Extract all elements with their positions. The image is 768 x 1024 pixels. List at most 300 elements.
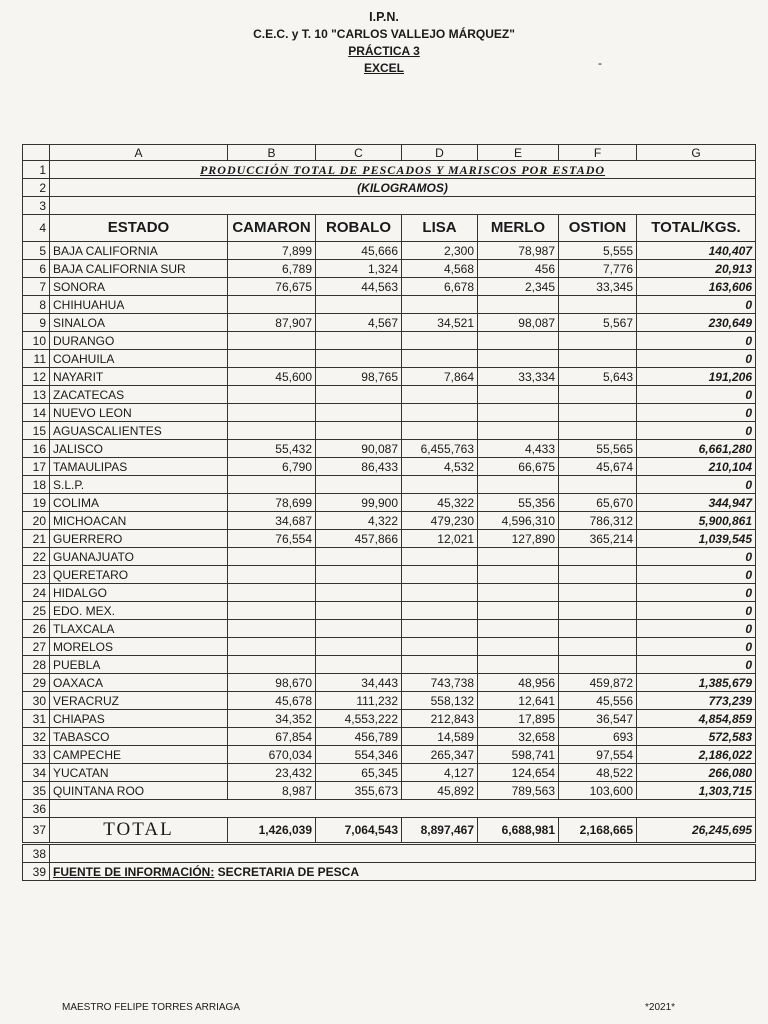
table-row	[23, 332, 756, 350]
cell-total: 2,186,022	[637, 746, 756, 764]
institution-title: I.P.N.	[369, 10, 399, 24]
total-merlo: 6,688,981	[478, 818, 559, 844]
cell-lisa: 743,738	[402, 674, 478, 692]
cell-ostion	[559, 602, 637, 620]
row-number: 33	[23, 746, 50, 764]
cell-camaron: 6,790	[228, 458, 316, 476]
cell-ostion: 5,567	[559, 314, 637, 332]
practice-number: PRÁCTICA 3	[348, 44, 420, 58]
cell-merlo: 17,895	[478, 710, 559, 728]
cell-estado: S.L.P.	[50, 476, 228, 494]
table-row	[23, 530, 756, 548]
cell-lisa: 14,589	[402, 728, 478, 746]
column-letter: C	[316, 145, 402, 161]
row-number: 20	[23, 512, 50, 530]
cell-total: 1,303,715	[637, 782, 756, 800]
cell-ostion: 48,522	[559, 764, 637, 782]
cell-ostion: 693	[559, 728, 637, 746]
cell-total: 0	[637, 350, 756, 368]
row-number: 26	[23, 620, 50, 638]
cell-estado: SINALOA	[50, 314, 228, 332]
cell-robalo: 65,345	[316, 764, 402, 782]
row-number: 2	[23, 179, 50, 197]
row-number: 18	[23, 476, 50, 494]
cell-ostion: 5,643	[559, 368, 637, 386]
cell-lisa: 12,021	[402, 530, 478, 548]
total-robalo: 7,064,543	[316, 818, 402, 844]
row-number: 27	[23, 638, 50, 656]
column-letter: G	[637, 145, 756, 161]
cell-merlo	[478, 638, 559, 656]
cell-estado: TLAXCALA	[50, 620, 228, 638]
cell-merlo: 789,563	[478, 782, 559, 800]
cell-robalo	[316, 566, 402, 584]
cell-merlo	[478, 296, 559, 314]
cell-estado: TAMAULIPAS	[50, 458, 228, 476]
cell-lisa	[402, 620, 478, 638]
cell-camaron	[228, 476, 316, 494]
cell-robalo	[316, 602, 402, 620]
cell-estado: EDO. MEX.	[50, 602, 228, 620]
row-number: 13	[23, 386, 50, 404]
cell-merlo	[478, 548, 559, 566]
cell-camaron: 76,675	[228, 278, 316, 296]
cell-estado: JALISCO	[50, 440, 228, 458]
source-row	[23, 863, 756, 881]
cell-camaron	[228, 350, 316, 368]
cell-estado: GUERRERO	[50, 530, 228, 548]
cell-estado: TABASCO	[50, 728, 228, 746]
subtitle-row	[23, 179, 756, 197]
table-row	[23, 512, 756, 530]
row-number: 11	[23, 350, 50, 368]
row-number: 23	[23, 566, 50, 584]
cell-estado: QUERETARO	[50, 566, 228, 584]
cell-merlo: 456	[478, 260, 559, 278]
table-row	[23, 494, 756, 512]
cell-camaron	[228, 548, 316, 566]
header-total: TOTAL/KGS.	[637, 215, 756, 242]
cell-estado: YUCATAN	[50, 764, 228, 782]
cell-robalo: 457,866	[316, 530, 402, 548]
row-number: 5	[23, 242, 50, 260]
cell-total: 4,854,859	[637, 710, 756, 728]
table-row	[23, 278, 756, 296]
cell-camaron: 76,554	[228, 530, 316, 548]
cell-estado: VERACRUZ	[50, 692, 228, 710]
cell-lisa: 4,568	[402, 260, 478, 278]
cell-camaron: 55,432	[228, 440, 316, 458]
cell-camaron	[228, 638, 316, 656]
cell-lisa	[402, 404, 478, 422]
row-number: 12	[23, 368, 50, 386]
cell-lisa: 212,843	[402, 710, 478, 728]
cell-total: 163,606	[637, 278, 756, 296]
source-note	[50, 863, 756, 881]
cell-merlo: 4,433	[478, 440, 559, 458]
row-number: 21	[23, 530, 50, 548]
cell-lisa: 45,892	[402, 782, 478, 800]
cell-robalo: 4,553,222	[316, 710, 402, 728]
cell-estado: COAHUILA	[50, 350, 228, 368]
cell-ostion: 65,670	[559, 494, 637, 512]
row-number: 37	[23, 818, 50, 844]
cell-robalo: 44,563	[316, 278, 402, 296]
cell-lisa	[402, 386, 478, 404]
cell-estado: PUEBLA	[50, 656, 228, 674]
cell-robalo	[316, 422, 402, 440]
cell-estado: NUEVO LEON	[50, 404, 228, 422]
cell-estado: CHIAPAS	[50, 710, 228, 728]
cell-ostion	[559, 638, 637, 656]
cell-lisa: 4,532	[402, 458, 478, 476]
cell-robalo: 99,900	[316, 494, 402, 512]
cell-camaron: 87,907	[228, 314, 316, 332]
header-robalo: ROBALO	[316, 215, 402, 242]
cell-ostion	[559, 404, 637, 422]
cell-ostion: 365,214	[559, 530, 637, 548]
cell-robalo	[316, 404, 402, 422]
column-letter: D	[402, 145, 478, 161]
row-number: 25	[23, 602, 50, 620]
column-letter: E	[478, 145, 559, 161]
cell-total: 191,206	[637, 368, 756, 386]
cell-robalo	[316, 386, 402, 404]
cell-merlo	[478, 620, 559, 638]
cell-camaron	[228, 404, 316, 422]
row-number: 14	[23, 404, 50, 422]
table-row	[23, 476, 756, 494]
header-row	[23, 215, 756, 242]
cell-merlo	[478, 422, 559, 440]
cell-robalo: 1,324	[316, 260, 402, 278]
row-number: 19	[23, 494, 50, 512]
row-number: 30	[23, 692, 50, 710]
cell-camaron: 670,034	[228, 746, 316, 764]
cell-ostion: 45,556	[559, 692, 637, 710]
cell-camaron	[228, 656, 316, 674]
cell-robalo: 90,087	[316, 440, 402, 458]
corner-cell	[23, 145, 50, 161]
table-row	[23, 458, 756, 476]
sheet-title: PRODUCCIÓN TOTAL DE PESCADOS Y MARISCOS POR ESTADO	[50, 161, 756, 179]
cell-estado: BAJA CALIFORNIA SUR	[50, 260, 228, 278]
cell-lisa	[402, 638, 478, 656]
cell-total: 773,239	[637, 692, 756, 710]
cell-camaron	[228, 386, 316, 404]
cell-robalo	[316, 584, 402, 602]
row-number: 32	[23, 728, 50, 746]
table-row	[23, 296, 756, 314]
cell-ostion: 33,345	[559, 278, 637, 296]
row-number: 15	[23, 422, 50, 440]
cell-camaron	[228, 602, 316, 620]
cell-estado: DURANGO	[50, 332, 228, 350]
cell-robalo: 456,789	[316, 728, 402, 746]
title-row	[23, 161, 756, 179]
cell-robalo: 4,567	[316, 314, 402, 332]
totals-label: TOTAL	[50, 818, 228, 844]
cell-ostion: 459,872	[559, 674, 637, 692]
cell-lisa: 4,127	[402, 764, 478, 782]
cell-robalo: 45,666	[316, 242, 402, 260]
cell-merlo	[478, 602, 559, 620]
table-row	[23, 674, 756, 692]
cell-ostion	[559, 476, 637, 494]
cell-merlo: 127,890	[478, 530, 559, 548]
cell-camaron	[228, 566, 316, 584]
cell-camaron: 78,699	[228, 494, 316, 512]
row-number: 39	[23, 863, 50, 881]
column-letter: A	[50, 145, 228, 161]
cell-camaron: 8,987	[228, 782, 316, 800]
cell-lisa: 479,230	[402, 512, 478, 530]
cell-total: 0	[637, 404, 756, 422]
header-ostion: OSTION	[559, 215, 637, 242]
cell-ostion: 55,565	[559, 440, 637, 458]
cell-total: 0	[637, 386, 756, 404]
cell-lisa	[402, 332, 478, 350]
cell-total: 0	[637, 638, 756, 656]
cell-ostion	[559, 566, 637, 584]
row-number: 31	[23, 710, 50, 728]
cell-estado: NAYARIT	[50, 368, 228, 386]
cell-ostion	[559, 296, 637, 314]
cell-lisa	[402, 566, 478, 584]
sheet-subtitle: (KILOGRAMOS)	[50, 179, 756, 197]
table-row	[23, 440, 756, 458]
cell-ostion: 103,600	[559, 782, 637, 800]
cell-robalo	[316, 296, 402, 314]
cell-lisa	[402, 422, 478, 440]
cell-lisa: 265,347	[402, 746, 478, 764]
subject-name: EXCEL	[363, 61, 404, 75]
cell-merlo	[478, 476, 559, 494]
cell-robalo: 86,433	[316, 458, 402, 476]
cell-lisa	[402, 296, 478, 314]
cell-merlo: 12,641	[478, 692, 559, 710]
cell-total: 140,407	[637, 242, 756, 260]
table-row	[23, 782, 756, 800]
grand-total: 26,245,695	[637, 818, 756, 844]
row-number: 4	[23, 215, 50, 242]
cell-ostion	[559, 548, 637, 566]
cell-ostion	[559, 656, 637, 674]
cell-total: 230,649	[637, 314, 756, 332]
table-row	[23, 368, 756, 386]
cell-merlo: 32,658	[478, 728, 559, 746]
cell-merlo: 124,654	[478, 764, 559, 782]
cell-estado: GUANAJUATO	[50, 548, 228, 566]
cell-estado: HIDALGO	[50, 584, 228, 602]
table-row	[23, 764, 756, 782]
cell-merlo: 55,356	[478, 494, 559, 512]
cell-total: 0	[637, 332, 756, 350]
cell-total: 0	[637, 620, 756, 638]
cell-robalo	[316, 620, 402, 638]
cell-lisa	[402, 656, 478, 674]
table-row	[23, 260, 756, 278]
table-row	[23, 656, 756, 674]
cell-estado: MORELOS	[50, 638, 228, 656]
table-row	[23, 638, 756, 656]
header-lisa: LISA	[402, 215, 478, 242]
table-row	[23, 746, 756, 764]
cell-lisa: 7,864	[402, 368, 478, 386]
stray-mark: -	[598, 56, 602, 70]
row-number: 8	[23, 296, 50, 314]
blank-row	[23, 800, 756, 818]
table-row	[23, 584, 756, 602]
row-number: 1	[23, 161, 50, 179]
cell-robalo	[316, 350, 402, 368]
cell-lisa: 6,455,763	[402, 440, 478, 458]
cell-robalo: 111,232	[316, 692, 402, 710]
column-letter: B	[228, 145, 316, 161]
cell-camaron	[228, 296, 316, 314]
cell-estado: SONORA	[50, 278, 228, 296]
cell-total: 5,900,861	[637, 512, 756, 530]
cell-robalo: 34,443	[316, 674, 402, 692]
cell-total: 0	[637, 548, 756, 566]
cell-ostion: 97,554	[559, 746, 637, 764]
cell-total: 0	[637, 584, 756, 602]
cell-lisa: 558,132	[402, 692, 478, 710]
row-number: 38	[23, 844, 50, 863]
cell-merlo: 78,987	[478, 242, 559, 260]
cell-robalo: 355,673	[316, 782, 402, 800]
cell-total: 20,913	[637, 260, 756, 278]
cell-lisa: 45,322	[402, 494, 478, 512]
table-row	[23, 692, 756, 710]
cell-total: 0	[637, 566, 756, 584]
cell-merlo	[478, 656, 559, 674]
header-merlo: MERLO	[478, 215, 559, 242]
cell-lisa: 2,300	[402, 242, 478, 260]
table-row	[23, 404, 756, 422]
cell-total: 1,039,545	[637, 530, 756, 548]
cell-ostion	[559, 332, 637, 350]
total-lisa: 8,897,467	[402, 818, 478, 844]
cell-ostion	[559, 584, 637, 602]
row-number: 17	[23, 458, 50, 476]
cell-robalo	[316, 638, 402, 656]
school-name: C.E.C. y T. 10 "CARLOS VALLEJO MÁRQUEZ"	[253, 27, 515, 41]
row-number: 3	[23, 197, 50, 215]
cell-camaron	[228, 584, 316, 602]
cell-merlo: 2,345	[478, 278, 559, 296]
cell-merlo: 598,741	[478, 746, 559, 764]
cell-lisa	[402, 548, 478, 566]
blank-cell	[50, 197, 756, 215]
cell-ostion	[559, 620, 637, 638]
cell-robalo	[316, 656, 402, 674]
header-camaron: CAMARON	[228, 215, 316, 242]
cell-ostion	[559, 350, 637, 368]
row-number: 35	[23, 782, 50, 800]
cell-merlo: 66,675	[478, 458, 559, 476]
cell-lisa	[402, 602, 478, 620]
author-name: MAESTRO FELIPE TORRES ARRIAGA	[62, 1002, 241, 1013]
cell-lisa	[402, 584, 478, 602]
cell-total: 0	[637, 422, 756, 440]
blank-row	[23, 844, 756, 863]
table-row	[23, 314, 756, 332]
cell-total: 572,583	[637, 728, 756, 746]
cell-estado: OAXACA	[50, 674, 228, 692]
row-number: 36	[23, 800, 50, 818]
row-number: 24	[23, 584, 50, 602]
cell-camaron: 34,352	[228, 710, 316, 728]
cell-robalo	[316, 548, 402, 566]
cell-merlo	[478, 566, 559, 584]
cell-robalo	[316, 476, 402, 494]
cell-merlo	[478, 584, 559, 602]
row-number: 7	[23, 278, 50, 296]
cell-total: 0	[637, 296, 756, 314]
cell-ostion: 786,312	[559, 512, 637, 530]
table-row	[23, 602, 756, 620]
cell-camaron: 45,678	[228, 692, 316, 710]
row-number: 34	[23, 764, 50, 782]
cell-camaron: 7,899	[228, 242, 316, 260]
cell-merlo: 48,956	[478, 674, 559, 692]
cell-merlo: 98,087	[478, 314, 559, 332]
cell-merlo	[478, 386, 559, 404]
column-letter: F	[559, 145, 637, 161]
cell-total: 0	[637, 476, 756, 494]
cell-total: 0	[637, 602, 756, 620]
cell-total: 0	[637, 656, 756, 674]
cell-ostion: 45,674	[559, 458, 637, 476]
cell-estado: CAMPECHE	[50, 746, 228, 764]
row-number: 28	[23, 656, 50, 674]
cell-estado: AGUASCALIENTES	[50, 422, 228, 440]
cell-merlo: 33,334	[478, 368, 559, 386]
cell-robalo	[316, 332, 402, 350]
row-number: 6	[23, 260, 50, 278]
cell-total: 6,661,280	[637, 440, 756, 458]
cell-camaron: 23,432	[228, 764, 316, 782]
cell-merlo	[478, 404, 559, 422]
cell-estado: COLIMA	[50, 494, 228, 512]
row-number: 22	[23, 548, 50, 566]
cell-robalo: 4,322	[316, 512, 402, 530]
blank-row	[23, 197, 756, 215]
cell-camaron: 67,854	[228, 728, 316, 746]
source-label: FUENTE DE INFORMACIÓN:	[53, 864, 215, 879]
cell-camaron	[228, 620, 316, 638]
table-row	[23, 566, 756, 584]
cell-lisa: 34,521	[402, 314, 478, 332]
cell-lisa: 6,678	[402, 278, 478, 296]
cell-robalo: 554,346	[316, 746, 402, 764]
table-row	[23, 422, 756, 440]
cell-merlo	[478, 350, 559, 368]
cell-ostion: 36,547	[559, 710, 637, 728]
table-row	[23, 728, 756, 746]
cell-estado: BAJA CALIFORNIA	[50, 242, 228, 260]
blank-cell	[50, 844, 756, 863]
cell-lisa	[402, 350, 478, 368]
year-label: *2021*	[645, 1002, 676, 1013]
row-number: 29	[23, 674, 50, 692]
table-row	[23, 350, 756, 368]
cell-ostion: 7,776	[559, 260, 637, 278]
cell-total: 210,104	[637, 458, 756, 476]
table-row	[23, 386, 756, 404]
cell-ostion	[559, 386, 637, 404]
